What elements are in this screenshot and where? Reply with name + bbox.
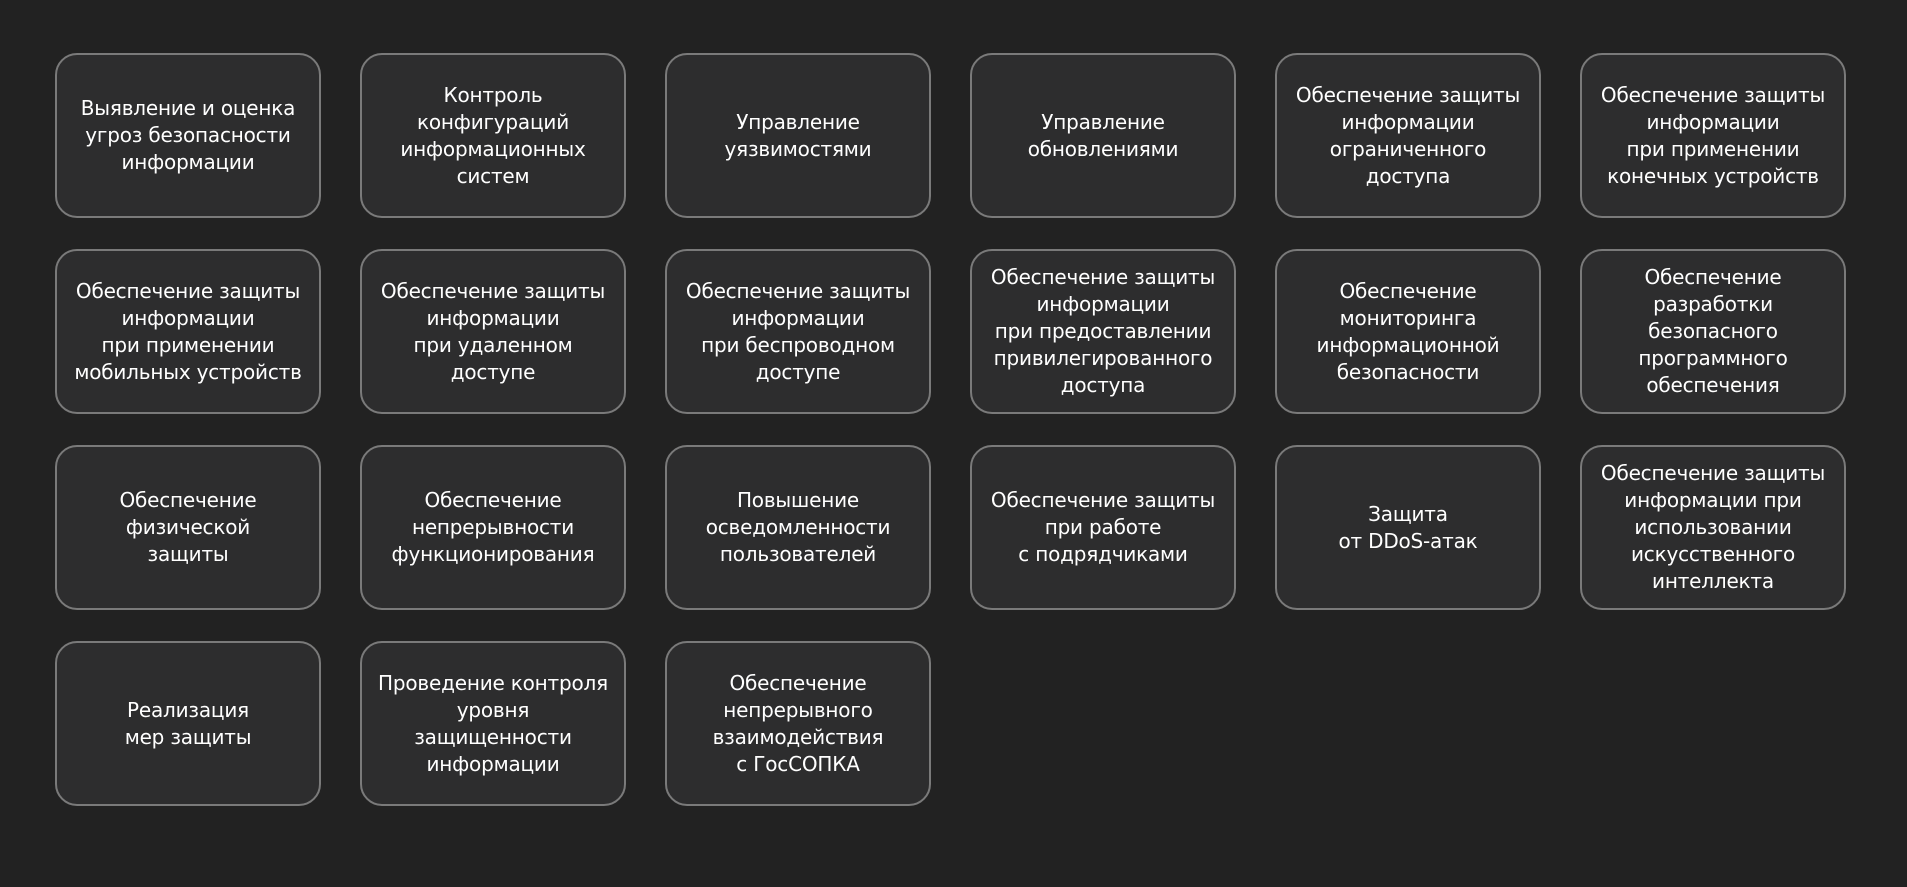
card-ddos-protection[interactable] — [1275, 445, 1541, 610]
card-label: Обеспечение защиты информации при использовании искусственного интеллекта — [1600, 461, 1826, 593]
card-physical-protection[interactable] — [55, 445, 321, 610]
card-label: Обеспечение непрерывного взаимодействия с ГосСОПКА — [712, 670, 884, 776]
card-contractor-protection[interactable] — [970, 445, 1236, 610]
card-label: Обеспечение защиты информации при применении конечных устройств — [1600, 82, 1826, 188]
card-threat-assessment[interactable] — [55, 53, 321, 218]
card-privileged-access-protection[interactable] — [970, 249, 1236, 414]
card-vulnerability-management[interactable] — [665, 53, 931, 218]
card-label: Проведение контроля уровня защищенности информации — [378, 670, 608, 776]
card-user-awareness[interactable] — [665, 445, 931, 610]
card-label: Реализация мер защиты — [124, 697, 252, 749]
card-label: Обеспечение разработки безопасного программного обеспечения — [1638, 265, 1788, 397]
card-label: Управление обновлениями — [1027, 109, 1179, 161]
card-restricted-info-protection[interactable] — [1275, 53, 1541, 218]
card-label: Обеспечение защиты информации ограниченного доступа — [1295, 82, 1521, 188]
security-measures-grid — [55, 53, 1846, 806]
card-label: Обеспечение защиты информации при предоставлении привилегированного доступа — [990, 265, 1216, 397]
card-security-monitoring[interactable] — [1275, 249, 1541, 414]
card-endpoint-protection[interactable] — [1580, 53, 1846, 218]
card-update-management[interactable] — [970, 53, 1236, 218]
card-label: Обеспечение защиты информации при беспроводном доступе — [685, 278, 911, 384]
card-label: Обеспечение защиты информации при применении мобильных устройств — [74, 278, 302, 384]
card-business-continuity[interactable] — [360, 445, 626, 610]
card-label: Повышение осведомленности пользователей — [705, 488, 891, 566]
card-label: Обеспечение защиты информации при удаленном доступе — [380, 278, 606, 384]
card-label: Обеспечение мониторинга информационной безопасности — [1316, 278, 1500, 384]
card-label: Обеспечение физической защиты — [119, 488, 257, 566]
card-label: Обеспечение защиты при работе с подрядчиками — [990, 488, 1216, 566]
card-label: Выявление и оценка угроз безопасности информации — [80, 96, 296, 174]
card-configuration-control[interactable] — [360, 53, 626, 218]
card-remote-access-protection[interactable] — [360, 249, 626, 414]
card-security-level-control[interactable] — [360, 641, 626, 806]
card-ai-usage-protection[interactable] — [1580, 445, 1846, 610]
card-wireless-access-protection[interactable] — [665, 249, 931, 414]
card-label: Контроль конфигураций информационных систем — [400, 82, 586, 188]
card-label: Обеспечение непрерывности функционирования — [391, 488, 595, 566]
card-label: Управление уязвимостями — [724, 109, 872, 161]
card-gossopka-interaction[interactable] — [665, 641, 931, 806]
card-mobile-device-protection[interactable] — [55, 249, 321, 414]
card-protection-measures[interactable] — [55, 641, 321, 806]
card-label: Защита от DDoS-атак — [1338, 501, 1478, 553]
card-secure-development[interactable] — [1580, 249, 1846, 414]
